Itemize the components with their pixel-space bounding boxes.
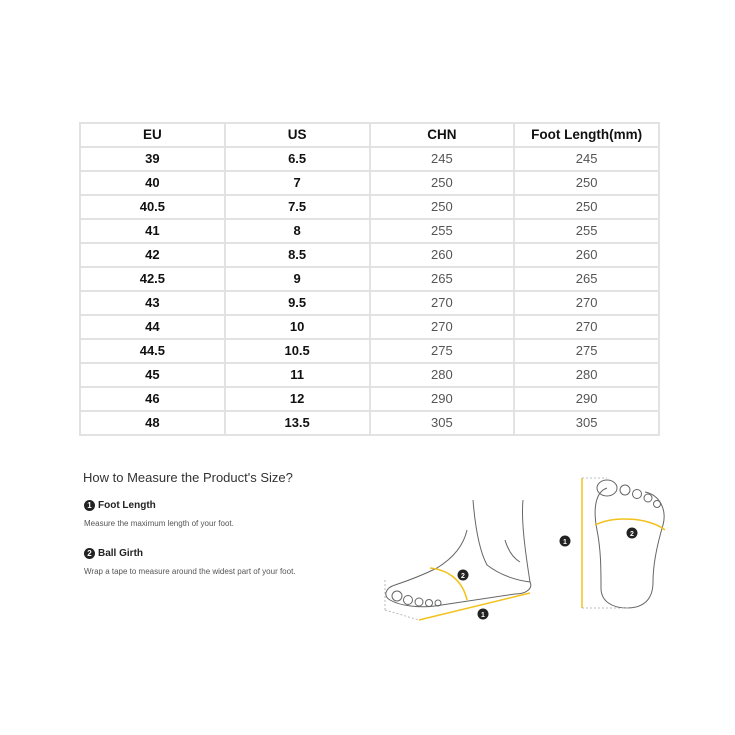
step-foot-length-title: [84, 500, 156, 511]
cell-foot-length: 260: [514, 243, 659, 267]
cell-foot-length: 290: [514, 387, 659, 411]
table-row: [80, 315, 659, 339]
step-number-badge: 2: [84, 548, 95, 559]
cell-foot-length: 305: [514, 411, 659, 435]
table-row: [80, 387, 659, 411]
cell-foot-length: 245: [514, 147, 659, 171]
cell-eu: 43: [80, 291, 225, 315]
step-ball-girth-desc: Wrap a tape to measure around the widest part of your foot.: [84, 567, 296, 576]
col-header-foot-length: Foot Length(mm): [514, 123, 659, 147]
howto-title: How to Measure the Product's Size?: [83, 470, 293, 485]
cell-eu: 44: [80, 315, 225, 339]
step-title-text: Ball Girth: [98, 548, 144, 559]
table-row: [80, 195, 659, 219]
cell-eu: 42.5: [80, 267, 225, 291]
cell-chn: 275: [370, 339, 515, 363]
table-row: [80, 147, 659, 171]
cell-us: 7.5: [225, 195, 370, 219]
col-header-eu: EU: [80, 123, 225, 147]
cell-foot-length: 265: [514, 267, 659, 291]
cell-chn: 280: [370, 363, 515, 387]
size-chart-table: [79, 122, 660, 436]
step-ball-girth-title: [84, 548, 143, 559]
col-header-us: US: [225, 123, 370, 147]
cell-eu: 40.5: [80, 195, 225, 219]
cell-eu: 48: [80, 411, 225, 435]
cell-eu: 44.5: [80, 339, 225, 363]
cell-foot-length: 255: [514, 219, 659, 243]
cell-eu: 39: [80, 147, 225, 171]
table-row: [80, 243, 659, 267]
side-foot-icon: [386, 500, 531, 607]
cell-foot-length: 280: [514, 363, 659, 387]
cell-chn: 260: [370, 243, 515, 267]
step-title-text: Foot Length: [98, 500, 156, 511]
table-row: [80, 219, 659, 243]
cell-chn: 250: [370, 195, 515, 219]
cell-us: 7: [225, 171, 370, 195]
cell-chn: 270: [370, 291, 515, 315]
cell-chn: 255: [370, 219, 515, 243]
table-row: [80, 339, 659, 363]
cell-us: 11: [225, 363, 370, 387]
table-row: [80, 267, 659, 291]
cell-foot-length: 270: [514, 315, 659, 339]
cell-us: 6.5: [225, 147, 370, 171]
svg-text:1: 1: [563, 539, 567, 546]
cell-chn: 245: [370, 147, 515, 171]
svg-text:1: 1: [481, 612, 485, 619]
col-header-chn: CHN: [370, 123, 515, 147]
cell-eu: 42: [80, 243, 225, 267]
table-row: [80, 171, 659, 195]
cell-foot-length: 270: [514, 291, 659, 315]
cell-us: 10: [225, 315, 370, 339]
table-row: [80, 363, 659, 387]
cell-eu: 46: [80, 387, 225, 411]
table-row: [80, 291, 659, 315]
table-header-row: [80, 123, 659, 147]
cell-chn: 290: [370, 387, 515, 411]
cell-us: 9: [225, 267, 370, 291]
cell-eu: 41: [80, 219, 225, 243]
cell-chn: 265: [370, 267, 515, 291]
length-line-side: [419, 593, 530, 620]
cell-us: 10.5: [225, 339, 370, 363]
svg-text:2: 2: [461, 573, 465, 580]
step-number-badge: 1: [84, 500, 95, 511]
table-row: [80, 411, 659, 435]
step-foot-length-desc: Measure the maximum length of your foot.: [84, 519, 234, 528]
svg-text:2: 2: [630, 531, 634, 538]
cell-eu: 40: [80, 171, 225, 195]
cell-chn: 270: [370, 315, 515, 339]
foot-measure-illustration: [375, 470, 675, 630]
cell-foot-length: 275: [514, 339, 659, 363]
cell-us: 13.5: [225, 411, 370, 435]
cell-foot-length: 250: [514, 195, 659, 219]
cell-foot-length: 250: [514, 171, 659, 195]
cell-us: 12: [225, 387, 370, 411]
cell-chn: 305: [370, 411, 515, 435]
cell-chn: 250: [370, 171, 515, 195]
cell-us: 8: [225, 219, 370, 243]
cell-us: 9.5: [225, 291, 370, 315]
cell-eu: 45: [80, 363, 225, 387]
sole-foot-icon: [595, 480, 664, 608]
cell-us: 8.5: [225, 243, 370, 267]
